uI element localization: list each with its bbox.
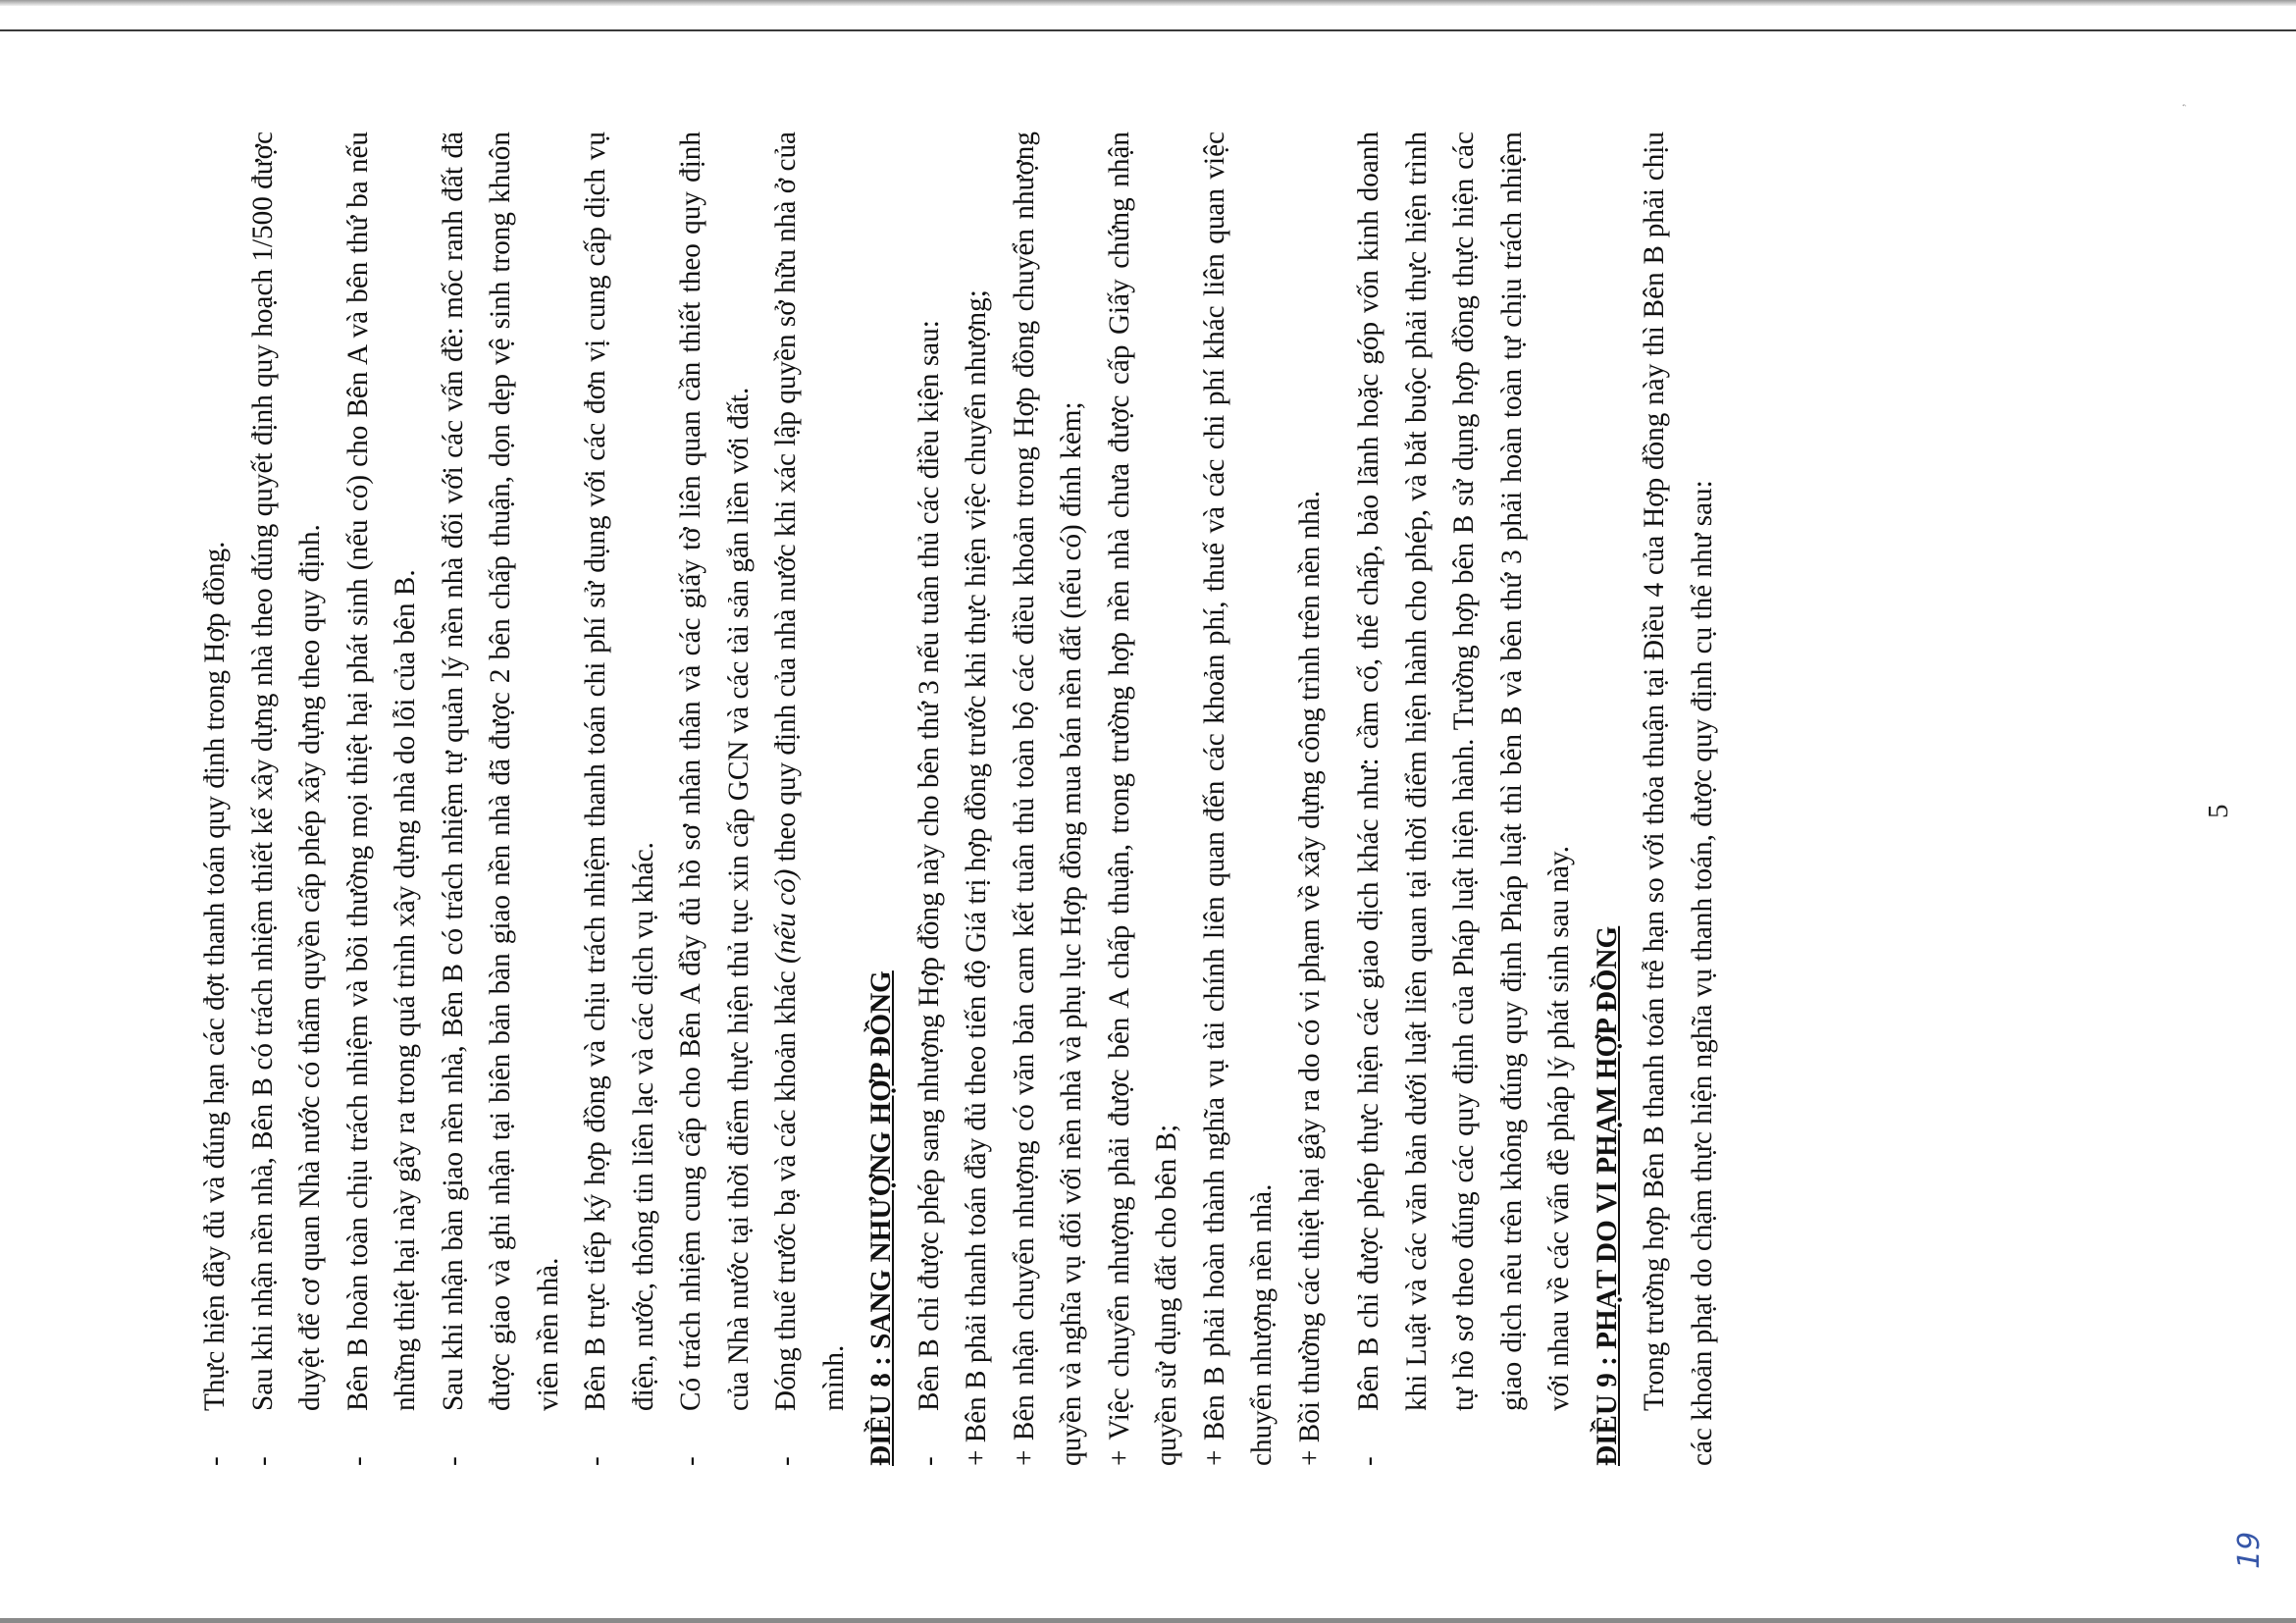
article-9-heading: ĐIỀU 9 : PHẠT DO VI PHẠM HỢP ĐỒNG [1591,925,1623,1466]
article-8-intro [906,131,954,1466]
article-8-heading-line [858,131,906,1466]
bullet-marker: - [913,1456,945,1466]
article-9-paragraph [1631,131,1726,1466]
clause-text: Bên B hoàn toàn chịu trách nhiệm và bồi thường mọi thiệt hại phát sinh (nếu có) cho Bên A và bên thứ ba nếu những thiệt hại này gây ra trong quá trình xây dựng nhà do lỗi của bên B. [341,131,421,1411]
clause-item-tax [762,131,858,1466]
condition-item [1191,131,1286,1466]
scan-speck: , [2173,103,2188,107]
article-8-heading: ĐIỀU 8 : SANG NHƯỢNG HỢP ĐỒNG [865,970,897,1466]
clause-text: theo quy định của nhà nước khi xác lập quyền sở hữu nhà ở của mình. [770,131,850,1411]
clause-text: Có trách nhiệm cung cấp cho Bên A đầy đủ hồ sơ nhân thân và các giấy tờ liên quan cần thiết theo quy định của Nhà nước tại thời điểm thực hiện thủ tục xin cấp GCN và các tài sản gắn liền với đất. [675,131,755,1411]
condition-item [1096,131,1191,1466]
clause-text: Bên B trực tiếp ký hợp đồng và chịu trách nhiệm thanh toán chi phí sử dụng với các đơn vị cung cấp dịch vụ điện, nước, thông tin liên lạc và các dịch vụ khác. [580,131,659,1411]
paragraph-gap [1333,131,1345,1466]
condition-item [953,131,1001,1466]
condition-item [1286,131,1334,1466]
clause-text: Thực hiện đầy đủ và đúng hạn các đợt thanh toán quy định trong Hợp đồng. [199,541,231,1411]
bullet-marker: - [1353,1456,1384,1466]
clause-text: Trong trường hợp Bên B thanh toán trễ hạn so với thỏa thuận tại Điều 4 của Hợp đồng này thì Bên B phải chịu các khoản phạt do chậm thực hiện nghĩa vụ thanh toán, được quy định cụ thể như sau: [1639,131,1718,1466]
article-9-heading-line [1584,131,1632,1466]
condition-text: + Bên nhận chuyển nhượng có văn bản cam kết tuân thủ toàn bộ các điều khoản trong Hợp đồng chuyển nhượng quyền và nghĩa vụ đối với nền nhà và phụ lục Hợp đồng mua bán nền đất (nếu có) đính kèm; [1008,131,1087,1466]
clause-item [572,131,667,1466]
bullet-marker: - [246,1456,279,1466]
clause-item [239,131,335,1466]
clause-item [335,131,430,1466]
clause-text: Sau khi nhận nền nhà, Bên B có trách nhiệm thiết kế xây dựng nhà theo đúng quyết định quy hoạch 1/500 được duyệt để cơ quan Nhà nước có thẩm quyền cấp phép xây dựng theo quy định. [246,131,326,1411]
bullet-marker: - [770,1456,802,1466]
clause-text: Sau khi nhận bàn giao nền nhà, Bên B có trách nhiệm tự quản lý nền nhà đối với các vấn đề: mốc ranh đất đã được giao và ghi nhận tại biên bản bàn giao nền nhà đã được 2 bên chấp thuận, dọn dẹp vệ sinh trong khuôn viên nền nhà. [437,131,564,1411]
page-number: 5 [2203,804,2234,818]
condition-text: + Bên B phải hoàn thành nghĩa vụ tài chính liên quan đến các khoản phí, thuế và các chi phí khác liên quan việc chuyển nhượng nền nhà. [1198,131,1278,1466]
clause-item [430,131,573,1466]
condition-text: + Việc chuyển nhượng phải được bên A chấp thuận, trong trường hợp nền nhà chưa được cấp Giấy chứng nhận quyền sử dụng đất cho bên B; [1103,131,1182,1466]
condition-item [1001,131,1096,1466]
condition-text: + Bồi thường các thiệt hại gây ra do có vi phạm về xây dựng công trình trên nền nhà. [1293,490,1326,1466]
document-body [191,131,1726,1466]
bullet-marker: - [580,1456,611,1466]
bullet-marker: - [341,1456,374,1466]
clause-text: Bên B chỉ được phép thực hiện các giao dịch khác như: cầm cố, thế chấp, bảo lãnh hoặc góp vốn kinh doanh khi Luật và các văn bản dưới luật liên quan tại thời điểm hiện hành cho phép, và bắt buộc phải thực hiện trình tự hồ sơ theo đúng các quy định của Pháp luật hiện hành. Trường hợp bên B sử dụng hợp đồng thực hiện các giao dịch nêu trên không đúng quy định Pháp luật thì bên B và bên thứ 3 phải hoàn toàn tự chịu trách nhiệm với nhau về các vấn đề pháp lý phát sinh sau này. [1353,131,1575,1411]
clause-item [191,131,239,1466]
clause-item [667,131,762,1466]
bullet-marker: - [437,1456,469,1466]
clause-text: Bên B chỉ được phép sang nhượng Hợp đồng này cho bên thứ 3 nếu tuân thủ các điều kiện sau: [913,320,945,1411]
clause-text-italic: (nếu có) [770,868,802,965]
clause-text: Đóng thuế trước bạ và các khoản khác [770,964,802,1411]
condition-text: + Bên B phải thanh toán đầy đủ theo tiến độ Giá trị hợp đồng trước khi thực hiện việc chuyển nhượng; [961,289,992,1466]
bullet-marker: - [675,1456,706,1466]
handwritten-page-note: 19 [2232,1531,2267,1569]
article-8-closing [1345,131,1584,1466]
bullet-marker: - [199,1456,231,1466]
